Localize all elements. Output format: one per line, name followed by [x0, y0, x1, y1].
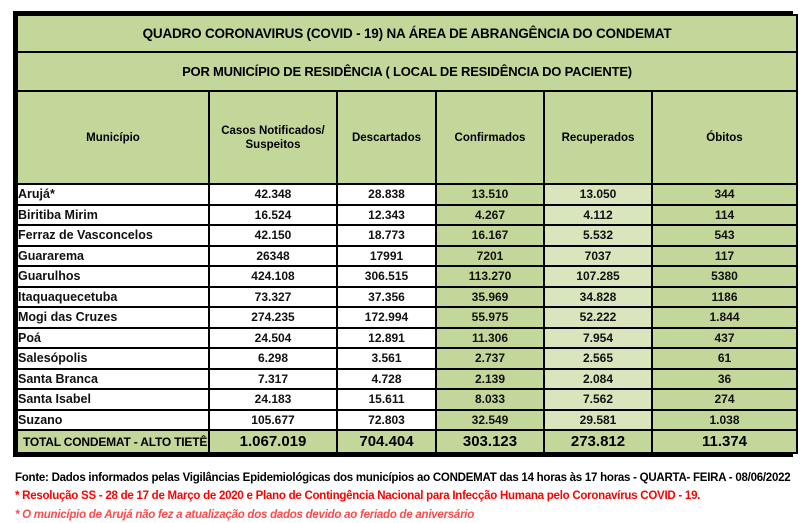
cell-municipio: Salesópolis — [17, 348, 209, 369]
cell-notificados: 42.348 — [209, 184, 337, 205]
cell-recuperados: 107.285 — [544, 266, 652, 287]
cell-obitos: 36 — [652, 369, 797, 390]
cell-recuperados: 34.828 — [544, 287, 652, 308]
footnote-source: Fonte: Dados informados pelas Vigilâncias Epidemiológicas dos municípios ao CONDEMAT das 14 horas às 17 horas - QUARTA- FEIRA - 08/06/2022 — [15, 472, 791, 484]
cell-descartados: 37.356 — [337, 287, 436, 308]
cell-municipio: Suzano — [17, 410, 209, 431]
cell-descartados: 15.611 — [337, 389, 436, 410]
cell-recuperados: 52.222 — [544, 307, 652, 328]
cell-recuperados: 7037 — [544, 246, 652, 267]
cell-municipio: Guarulhos — [17, 266, 209, 287]
cell-descartados: 12.891 — [337, 328, 436, 349]
page-subtitle: POR MUNICÍPIO DE RESIDÊNCIA ( LOCAL DE RESIDÊNCIA DO PACIENTE) — [17, 52, 797, 91]
total-confirmados: 303.123 — [436, 430, 544, 453]
cell-obitos: 1.038 — [652, 410, 797, 431]
total-label: TOTAL CONDEMAT - ALTO TIETÊ — [17, 430, 209, 453]
cell-descartados: 72.803 — [337, 410, 436, 431]
cell-recuperados: 4.112 — [544, 205, 652, 226]
cell-municipio: Itaquaquecetuba — [17, 287, 209, 308]
cell-confirmados: 35.969 — [436, 287, 544, 308]
footnote-resolution: * Resolução SS - 28 de 17 de Março de 2020 e Plano de Contingência Nacional para Infecção Humana pelo Coronavírus COVID - 19. — [15, 490, 701, 502]
cell-descartados: 3.561 — [337, 348, 436, 369]
column-header-casos-notificados — [209, 91, 337, 184]
cell-notificados: 274.235 — [209, 307, 337, 328]
table-row — [17, 266, 797, 287]
cell-notificados: 105.677 — [209, 410, 337, 431]
cell-confirmados: 32.549 — [436, 410, 544, 431]
cell-obitos: 114 — [652, 205, 797, 226]
cell-descartados: 18.773 — [337, 225, 436, 246]
cell-recuperados: 5.532 — [544, 225, 652, 246]
cell-obitos: 61 — [652, 348, 797, 369]
column-header-obitos — [652, 91, 797, 184]
cell-descartados: 172.994 — [337, 307, 436, 328]
cell-obitos: 543 — [652, 225, 797, 246]
cell-municipio: Santa Isabel — [17, 389, 209, 410]
cell-notificados: 16.524 — [209, 205, 337, 226]
column-header-row — [17, 91, 797, 184]
cell-obitos: 1.844 — [652, 307, 797, 328]
table-row — [17, 328, 797, 349]
cell-obitos: 5380 — [652, 266, 797, 287]
cell-obitos: 344 — [652, 184, 797, 205]
total-descartados: 704.404 — [337, 430, 436, 453]
table-row — [17, 348, 797, 369]
column-header-confirmados-label: Confirmados — [454, 131, 526, 144]
page-title: QUADRO CORONAVIRUS (COVID - 19) NA ÁREA DE ABRANGÊNCIA DO CONDEMAT — [17, 15, 797, 52]
column-header-recuperados-label: Recuperados — [561, 131, 635, 144]
table-row — [17, 389, 797, 410]
cell-notificados: 6.298 — [209, 348, 337, 369]
cell-confirmados: 55.975 — [436, 307, 544, 328]
cell-notificados: 73.327 — [209, 287, 337, 308]
table-total-row — [17, 430, 797, 453]
cell-notificados: 24.183 — [209, 389, 337, 410]
condemat-table-container — [13, 11, 793, 457]
cell-confirmados: 8.033 — [436, 389, 544, 410]
cell-confirmados: 113.270 — [436, 266, 544, 287]
cell-descartados: 4.728 — [337, 369, 436, 390]
table-row — [17, 307, 797, 328]
cell-municipio: Santa Branca — [17, 369, 209, 390]
cell-confirmados: 7201 — [436, 246, 544, 267]
column-header-casos-notificados-line2: Suspeitos — [245, 138, 301, 151]
cell-recuperados: 13.050 — [544, 184, 652, 205]
cell-confirmados: 13.510 — [436, 184, 544, 205]
cell-descartados: 28.838 — [337, 184, 436, 205]
cell-municipio: Mogi das Cruzes — [17, 307, 209, 328]
column-header-casos-notificados-line1: Casos Notificados/ — [221, 124, 325, 137]
cell-recuperados: 29.581 — [544, 410, 652, 431]
cell-confirmados: 16.167 — [436, 225, 544, 246]
cell-obitos: 437 — [652, 328, 797, 349]
cell-obitos: 117 — [652, 246, 797, 267]
table-row — [17, 369, 797, 390]
cell-confirmados: 2.737 — [436, 348, 544, 369]
total-notificados: 1.067.019 — [209, 430, 337, 453]
table-row — [17, 225, 797, 246]
total-obitos: 11.374 — [652, 430, 797, 453]
table-row — [17, 184, 797, 205]
cell-recuperados: 7.562 — [544, 389, 652, 410]
subtitle-band-row — [17, 52, 797, 91]
cell-confirmados: 4.267 — [436, 205, 544, 226]
cell-obitos: 274 — [652, 389, 797, 410]
footnotes — [15, 470, 805, 523]
cell-descartados: 12.343 — [337, 205, 436, 226]
cell-notificados: 7.317 — [209, 369, 337, 390]
cell-notificados: 42.150 — [209, 225, 337, 246]
table-row — [17, 205, 797, 226]
column-header-descartados-label: Descartados — [351, 131, 422, 144]
cell-notificados: 26348 — [209, 246, 337, 267]
cell-obitos: 1186 — [652, 287, 797, 308]
table-row — [17, 287, 797, 308]
cell-recuperados: 7.954 — [544, 328, 652, 349]
title-band-row — [17, 15, 797, 52]
table-row — [17, 246, 797, 267]
cell-confirmados: 11.306 — [436, 328, 544, 349]
cell-recuperados: 2.565 — [544, 348, 652, 369]
column-header-municipio — [17, 91, 209, 184]
cell-municipio: Guararema — [17, 246, 209, 267]
cell-notificados: 24.504 — [209, 328, 337, 349]
cell-recuperados: 2.084 — [544, 369, 652, 390]
cell-descartados: 17991 — [337, 246, 436, 267]
cell-confirmados: 2.139 — [436, 369, 544, 390]
cell-municipio: Biritiba Mirim — [17, 205, 209, 226]
table-row — [17, 410, 797, 431]
cell-municipio: Arujá* — [17, 184, 209, 205]
column-header-municipio-label: Município — [86, 131, 140, 144]
column-header-descartados — [337, 91, 436, 184]
condemat-table — [16, 14, 798, 454]
column-header-confirmados — [436, 91, 544, 184]
total-recuperados: 273.812 — [544, 430, 652, 453]
cell-municipio: Poá — [17, 328, 209, 349]
column-header-recuperados — [544, 91, 652, 184]
cell-notificados: 424.108 — [209, 266, 337, 287]
footnote-observation: * O município de Arujá não fez a atualização dos dados devido ao feriado de aniversário — [15, 509, 475, 521]
cell-descartados: 306.515 — [337, 266, 436, 287]
cell-municipio: Ferraz de Vasconcelos — [17, 225, 209, 246]
column-header-obitos-label: Óbitos — [706, 131, 743, 144]
